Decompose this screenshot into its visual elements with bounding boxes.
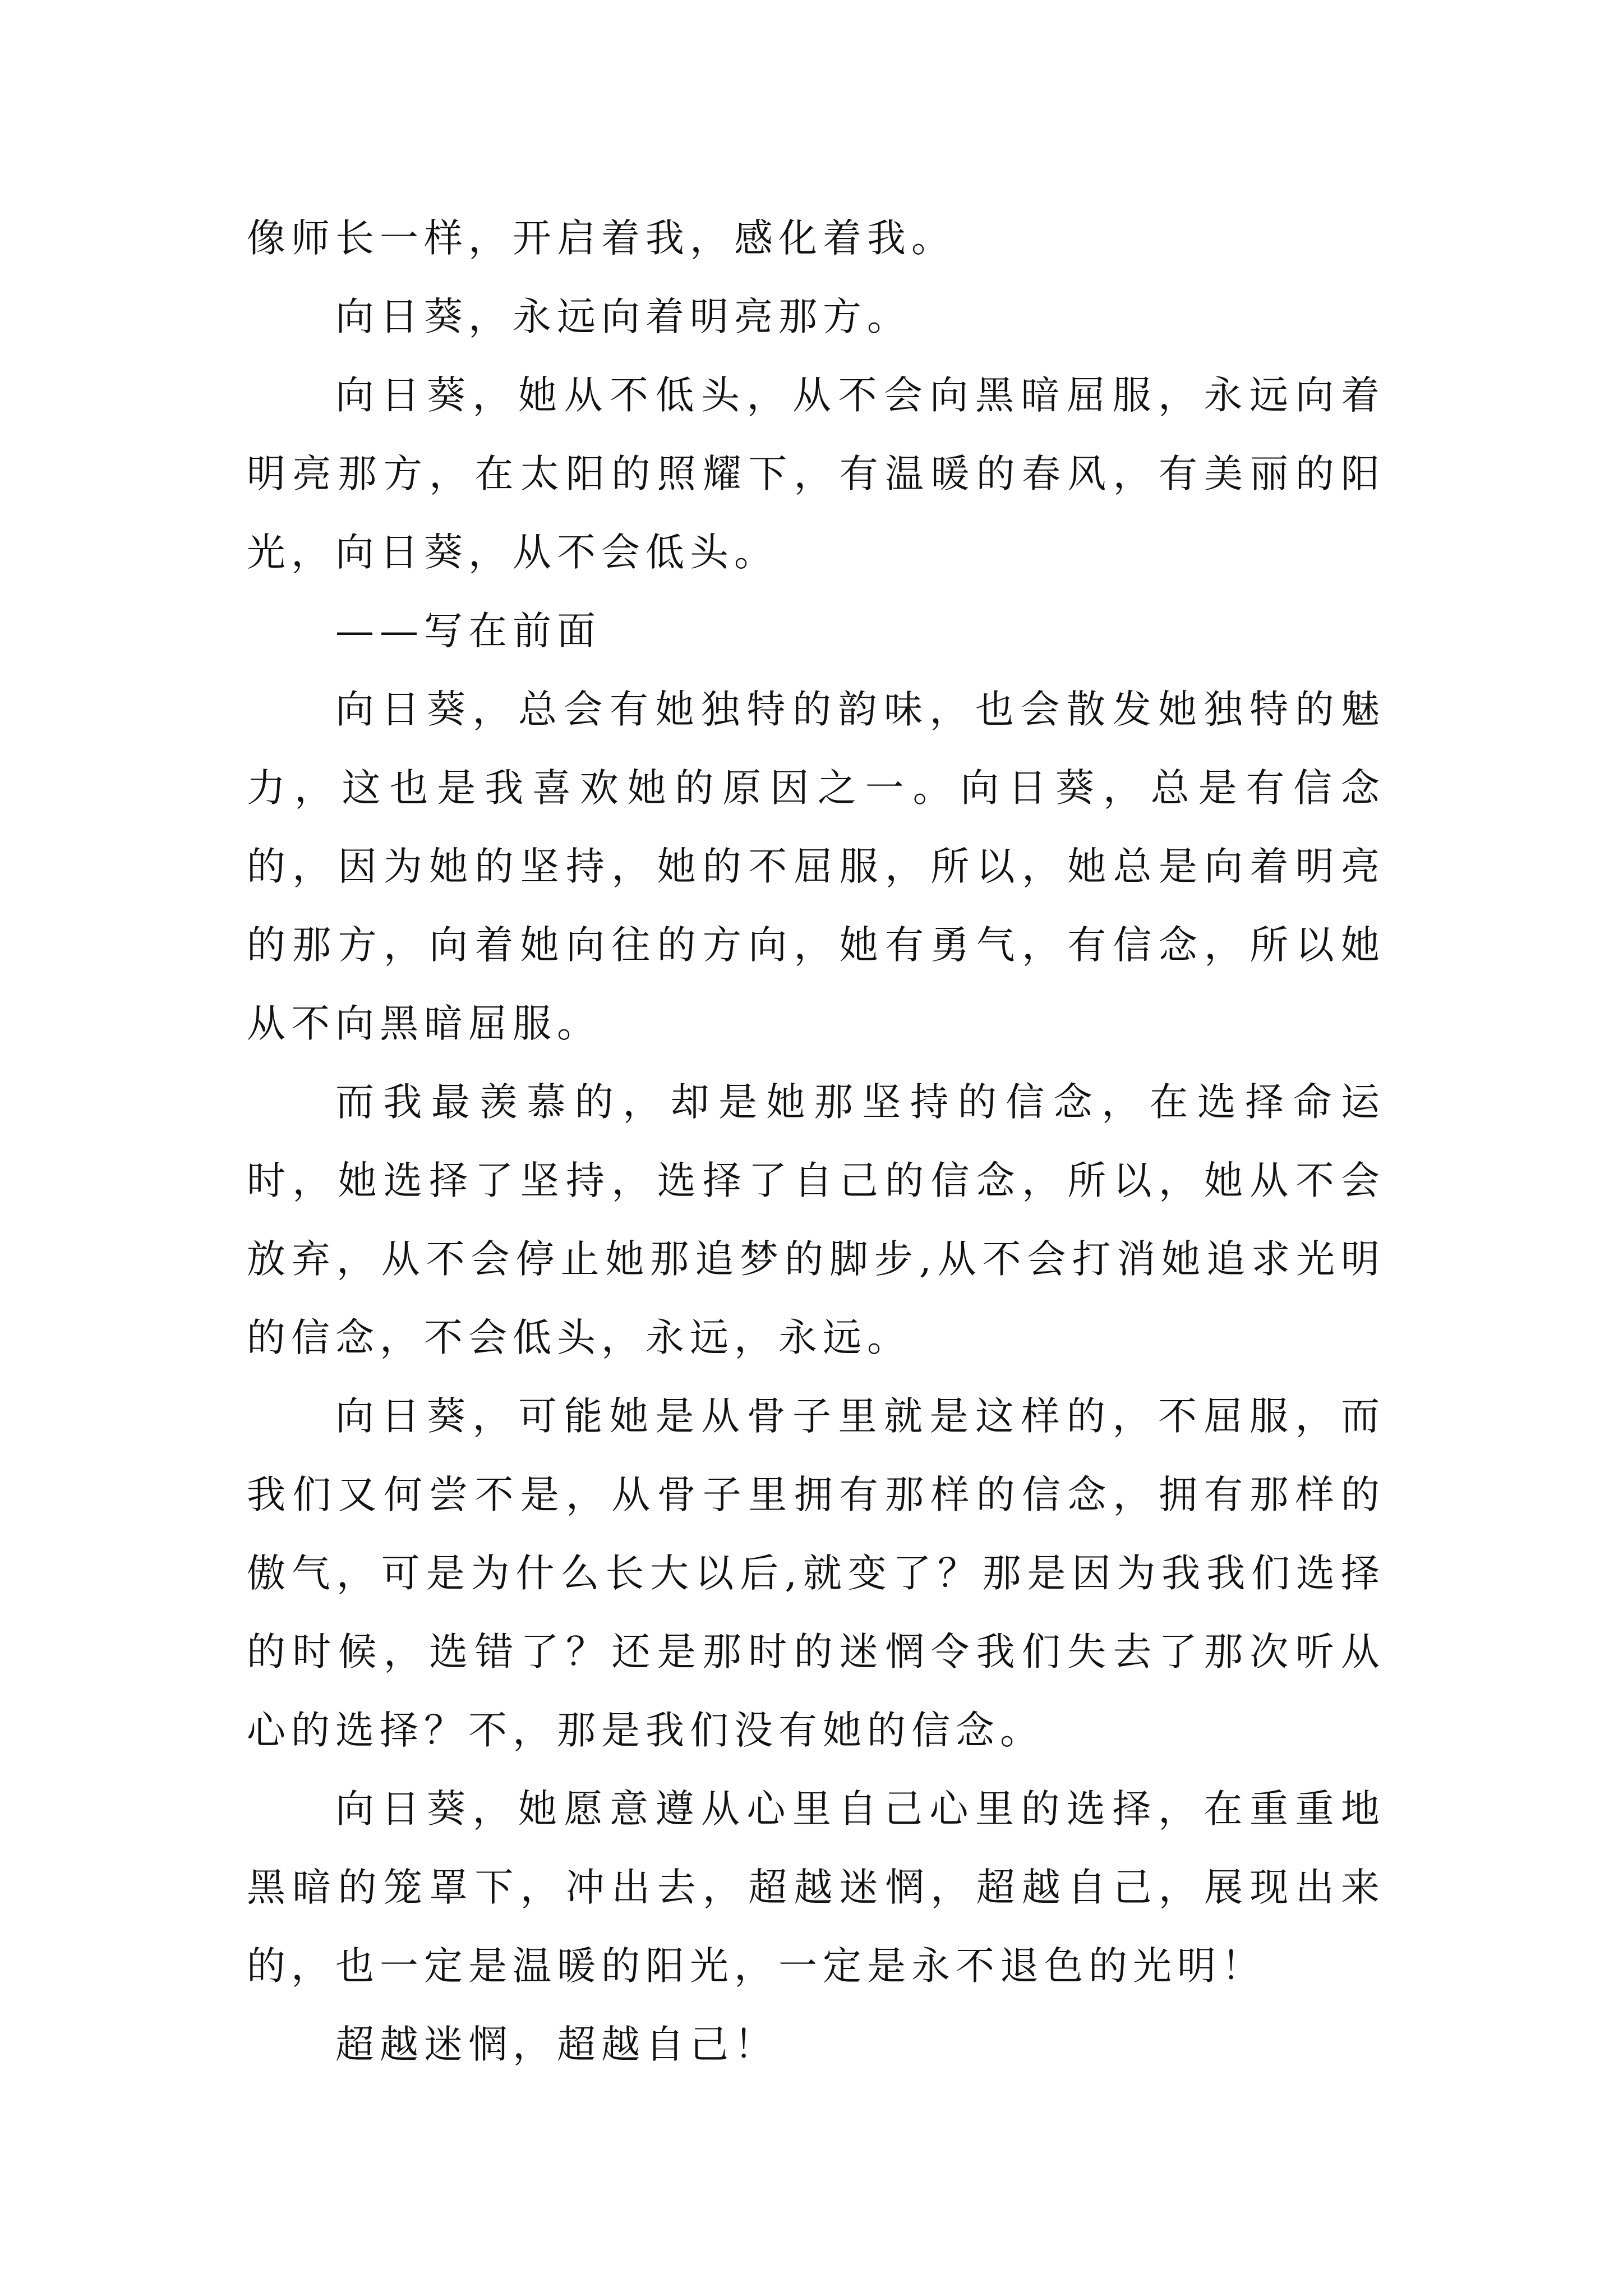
document-body <box>247 199 1385 2084</box>
paragraph: 向日葵，可能她是从骨子里就是这样的，不屈服，而我们又何尝不是，从骨子里拥有那样的信念，拥有那样的傲气，可是为什么长大以后,就变了？那是因为我我们选择的时候，选错了？还是那时的迷惘令我们失去了那次听从心的选择？不，那是我们没有她的信念。 <box>247 1394 1385 1753</box>
closing-line: 超越迷惘，超越自己！ <box>335 2022 778 2067</box>
paragraph: 向日葵，她愿意遵从心里自己心里的选择，在重重地黑暗的笼罩下，冲出去，超越迷惘，超越自己，展现出来的，也一定是温暖的阳光，一定是永不退色的光明！ <box>247 1787 1385 1989</box>
paragraph: 向日葵，总会有她独特的韵味，也会散发她独特的魅力，这也是我喜欢她的原因之一。向日葵，总是有信念的，因为她的坚持，她的不屈服，所以，她总是向着明亮的那方，向着她向往的方向，她有勇气，有信念，所以她从不向黑暗屈服。 <box>247 687 1385 1046</box>
paragraph: 而我最羡慕的，却是她那坚持的信念，在选择命运时，她选择了坚持，选择了自己的信念，所以，她从不会放弃，从不会停止她那追梦的脚步,从不会打消她追求光明的信念，不会低头，永远，永远。 <box>247 1080 1385 1360</box>
paragraph-continuation: 像师长一样，开启着我，感化着我。 <box>247 216 956 261</box>
paragraph: 向日葵，她从不低头，从不会向黑暗屈服，永远向着明亮那方，在太阳的照耀下，有温暖的春风，有美丽的阳光，向日葵，从不会低头。 <box>247 373 1385 575</box>
paragraph: 向日葵，永远向着明亮那方。 <box>335 295 911 339</box>
preface-attribution: ——写在前面 <box>335 609 601 654</box>
